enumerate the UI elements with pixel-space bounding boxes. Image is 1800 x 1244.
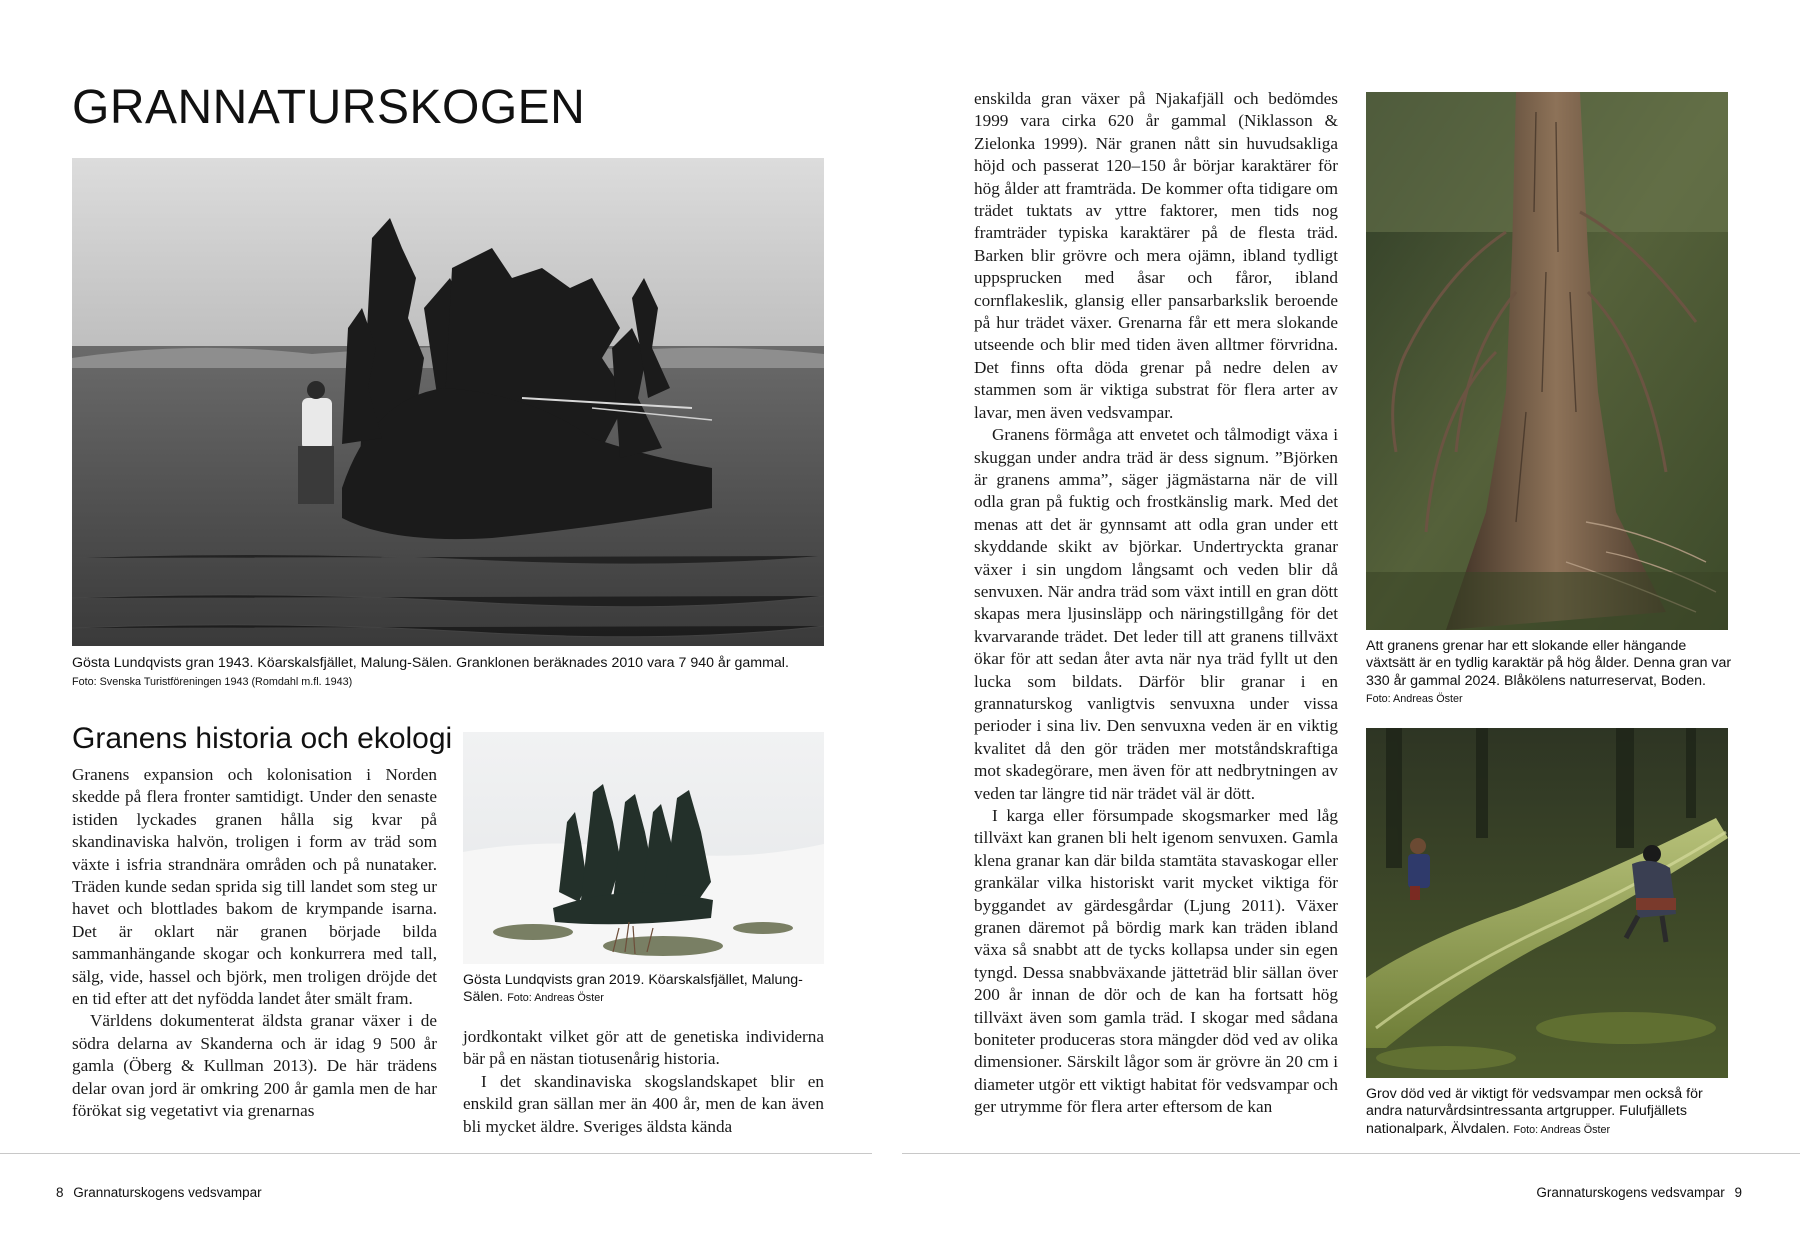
photo-credit: Foto: Andreas Öster (507, 992, 604, 1005)
page-number-left: 8 (56, 1185, 64, 1200)
photo-spruce-2019-caption (463, 972, 828, 1008)
running-title-right: Grannaturskogens vedsvampar (1536, 1185, 1725, 1200)
photo-credit: Foto: Andreas Öster (1513, 1123, 1611, 1136)
text-column-2 (463, 1026, 824, 1138)
caption-text: Att granens grenar har ett slokande eller hängande växtsätt är en tydlig karaktär på hög ålder. Denna gran var 330 år gammal 2024. Blåkölens naturreservat, Boden. (1366, 638, 1732, 689)
paragraph: Granens förmåga att envetet och tålmodigt växa i skuggan under andra träd är dess signum. ”Björken är granens amma”, säger jägmästarna när de vill odla gran på fuktig och frostkänslig mark. Med det menas att det är gynnsamt att odla gran under ett skyddande skikt av björkar. Undertryckta granar växer i sin ungdom långsamt och veden blir då senvuxen. När andra träd som växt intill en gran dött skapas mera ljusinsläpp och näringstillgång för det kvarvarande trädet. Det leder till att granens tillväxt ökar för att sedan åter avta när nya träd fyllt ut den lucka som bildats. Därför blir granar i en grannaturskog vanligtvis senvuxna under vissa perioder i sina liv. Den senvuxna veden är en viktig kvalitet då den gör träden mer motståndskraftiga mot skadegörare, men även för att nedbrytningen av veden tar längre tid när trädet väl är dött. (974, 425, 1338, 803)
footer-rule-right (902, 1153, 1800, 1154)
paragraph: enskilda gran växer på Njakafjäll och bedömdes 1999 vara cirka 620 år gammal (Niklasson & Zielonka 1999). När granen nått sin huvudsakliga höjd och passerat 120–150 år börjar karaktärer för hög ålder att framträda. De kommer ofta tidigare om trädet tuktats av yttre faktorer, men tids nog framträder typiska karaktärer på de flesta träd. Barken blir grövre och mera ojämn, ibland tydligt uppsprucken med åsar och fåror, ibland cornflakeslik, glansig eller pansarbarkslik beroende på hur trädet växer. Grenarna får ett mera slokande utseende och blir med tiden även alltmer förvridna. Det finns ofta döda grenar på nedre delen av stammen som är viktiga substrat för flera arter av lavar, men även vedsvampar. (974, 89, 1338, 422)
photo-credit: Foto: Svenska Turistföreningen 1943 (Romdahl m.fl. 1943) (72, 676, 353, 689)
photo-old-spruce-trunk-image (1366, 92, 1728, 630)
photo-mossy-log-image (1366, 728, 1728, 1078)
caption-text: Grov död ved är viktigt för vedsvampar men också för andra naturvårdsintressanta artgrupper. Fulufjällets nationalpark, Älvdalen. (1366, 1086, 1703, 1137)
photo-spruce-1943-caption (72, 655, 832, 690)
photo-spruce-2019-image (463, 732, 824, 964)
photo-spruce-1943-image (72, 158, 824, 646)
photo-spruce-1943 (72, 158, 824, 646)
text-column-1 (72, 764, 437, 1123)
caption-text: Gösta Lundqvists gran 2019. Köarskalsfjället, Malung-Sälen. (463, 972, 803, 1006)
page-title: GRANNATURSKOGEN (72, 81, 586, 134)
text-column-3 (974, 88, 1338, 1119)
photo-credit: Foto: Andreas Öster (1366, 693, 1463, 706)
photo-mossy-log (1366, 728, 1728, 1078)
photo-old-spruce-trunk (1366, 92, 1728, 630)
page-number-right: 9 (1734, 1185, 1742, 1200)
running-title-left: Grannaturskogens vedsvampar (73, 1185, 262, 1200)
section-heading: Granens historia och ekologi (72, 722, 453, 755)
photo-mossy-log-caption (1366, 1086, 1734, 1139)
photo-spruce-2019 (463, 732, 824, 964)
paragraph: Granens expansion och kolonisation i Norden skedde på flera fronter samtidigt. Under den senaste istiden lyckades granen hålla sig kvar på skandinaviska halvön, troligen i form av träd som växte i isfria strandnära områden och på nunataker. Träden kunde sedan sprida sig till landet som steg ur havet och blottlades bakom de krympande isarna. Det är oklart när granen började bilda sammanhängande skogar och konkurrera med tall, sälg, vide, hassel och björk, men troligen dröjde det en tid efter att det nyfödda landet åter smält fram. (72, 765, 437, 1009)
paragraph: jordkontakt vilket gör att de genetiska individerna bär på en nästan tiotusenårig historia. (463, 1027, 824, 1069)
footer-right (1536, 1185, 1742, 1200)
footer-left (56, 1185, 262, 1200)
paragraph: I karga eller försumpade skogsmarker med låg tillväxt kan granen bli helt igenom senvuxen. Gamla klena granar kan där bilda stamtäta stavaskogar eller grankälar vilka historiskt varit mycket viktiga för byggandet av gärdesgårdar (Ljung 2011). Växer granen däremot på bördig mark kan träden ibland växa så snabbt att de tycks kollapsa under sin egen tyngd. Dessa snabbväxande jätteträd blir sällan över 200 år innan de dör och de kan ha fortsatt hög tillväxt även som gamla träd. I skogar med sådana boniteter produceras stora mängder död ved av olika dimensioner. Särskilt lågor som är grövre än 20 cm i diameter utgör ett viktigt habitat för vedsvampar och ger utrymme för flera arter eftersom de kan (974, 806, 1338, 1117)
footer-rule-left (0, 1153, 872, 1154)
paragraph: I det skandinaviska skogslandskapet blir en enskild gran sällan mer än 400 år, men de kan även bli mycket äldre. Sveriges äldsta kända (463, 1071, 824, 1136)
caption-text: Gösta Lundqvists gran 1943. Köarskalsfjället, Malung-Sälen. Granklonen beräknades 2010 vara 7 940 år gammal. (72, 655, 789, 671)
paragraph: Världens dokumenterat äldsta granar växer i de södra delarna av Skanderna och är idag 9 500 år gamla (Öberg & Kullman 2013). De här trädens delar ovan jord är omkring 200 år gamla men de har förökat sig vegetativt via grenarnas (72, 1011, 437, 1121)
photo-old-spruce-trunk-caption (1366, 638, 1734, 709)
